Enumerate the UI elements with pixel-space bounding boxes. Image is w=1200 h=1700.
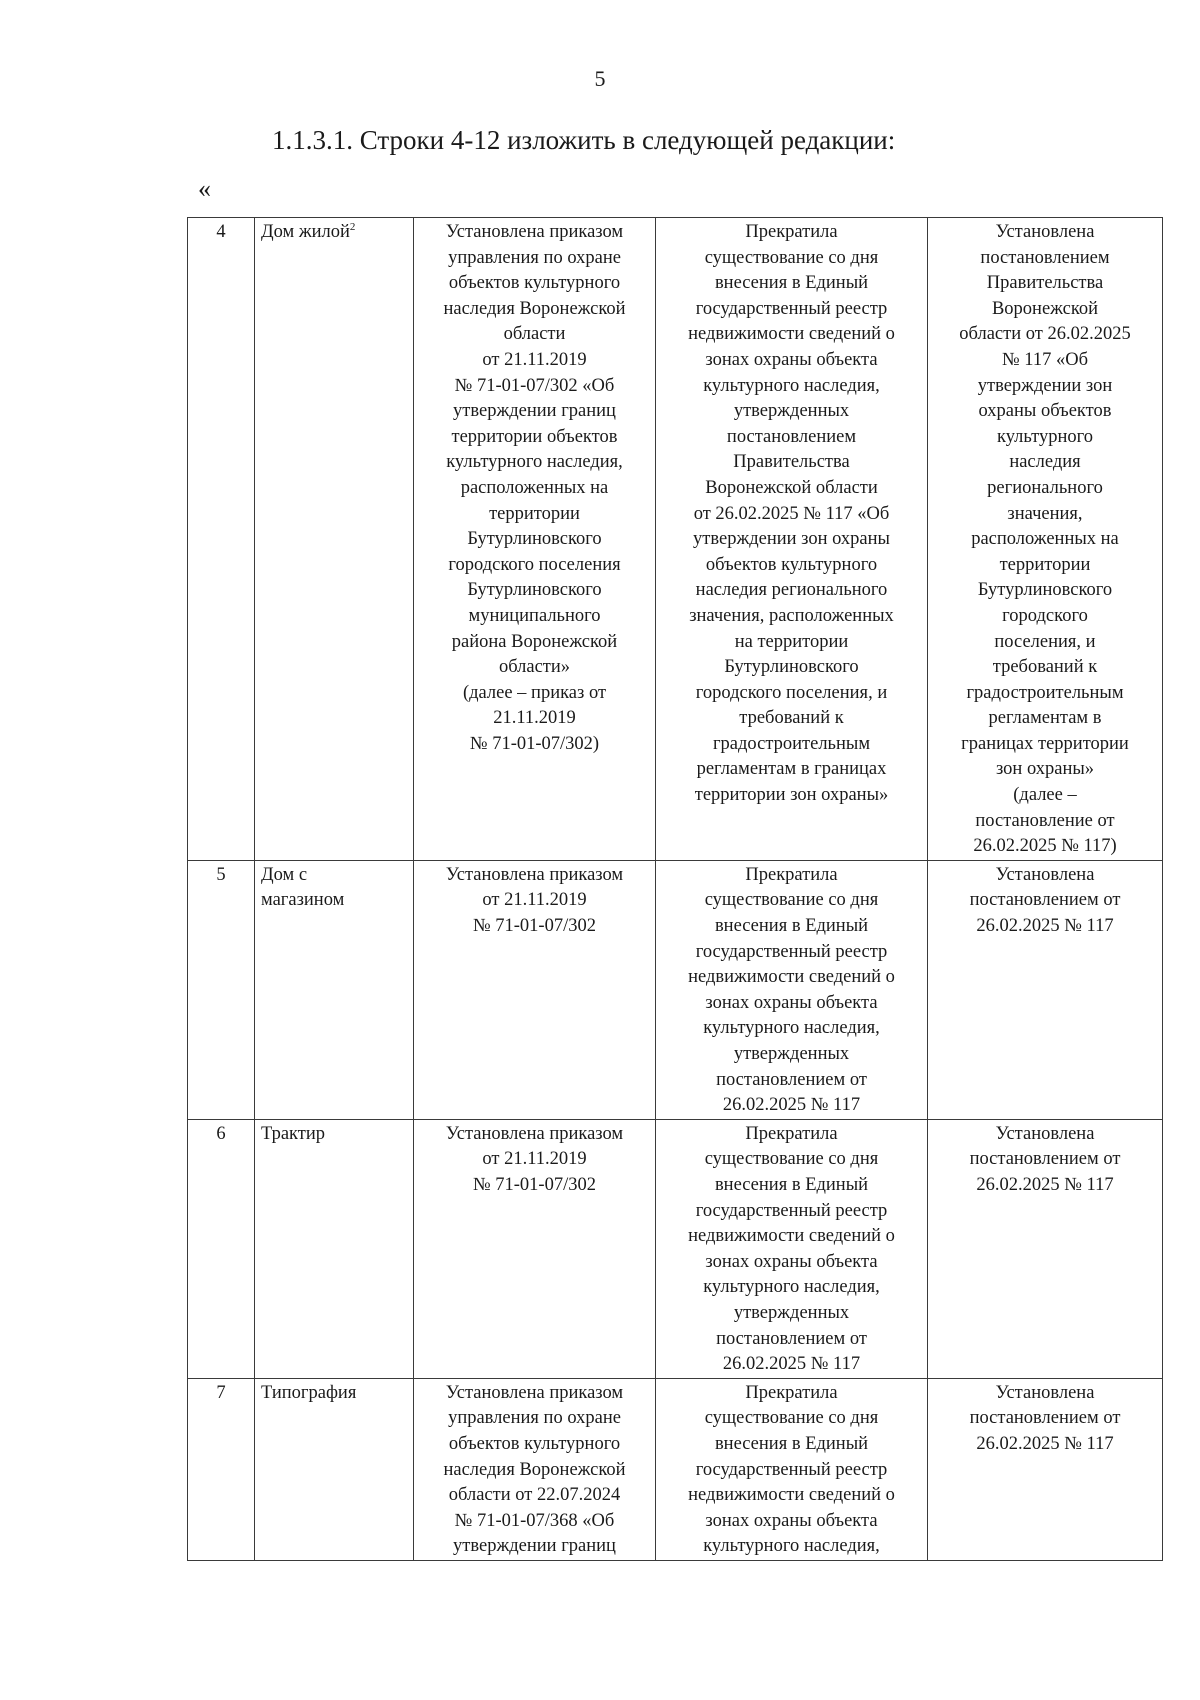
cell-text-line: Прекратила	[745, 864, 838, 885]
cell-text-line: зонах охраны объекта	[705, 1510, 878, 1531]
cell-text-line: недвижимости сведений о	[688, 324, 895, 345]
cell-text-line: Дом с	[261, 864, 308, 885]
cell-text-line: городского поселения	[448, 554, 621, 575]
cell-text-line: управления по охране	[448, 1408, 621, 1429]
cell-text-line: Установлена	[995, 1123, 1095, 1144]
cell-text-line: утверждении зон	[977, 375, 1113, 396]
cell-text-line: границах территории	[961, 733, 1129, 754]
cell-text-line: 26.02.2025 № 117	[722, 1095, 861, 1116]
cell-text-line: объектов культурного	[448, 273, 621, 294]
cell-text-line: управления по охране	[448, 247, 621, 268]
cell-text-line: значения,	[1007, 503, 1083, 524]
cell-text-line: наследия Воронежской	[443, 298, 626, 319]
cell-text-line: № 71-01-07/368 «Об	[454, 1510, 615, 1531]
cell-text-line: недвижимости сведений о	[688, 1226, 895, 1247]
cell-text-line: утвержденных	[733, 401, 850, 422]
cell-text-line: государственный реестр	[695, 298, 888, 319]
cell-text-line: расположенных на	[460, 477, 609, 498]
object-name-cell: Типография	[255, 1378, 414, 1560]
cell-text-line: Бутурлиновского	[977, 580, 1113, 601]
cell-text-line: утверждении границ	[453, 1536, 616, 1557]
table-row-6	[188, 1119, 1163, 1378]
cell-text-line: постановлением от	[969, 890, 1121, 911]
cell-text-line: культурного наследия,	[703, 1018, 880, 1039]
cell-text-line: внесения в Единый	[714, 273, 869, 294]
cell-text-line: утвержденных	[733, 1044, 850, 1064]
col4-cell	[656, 1378, 928, 1560]
cell-text-line: Правительства	[733, 452, 850, 473]
cell-text-line: муниципального	[468, 605, 601, 626]
cell-text-line: государственный реестр	[695, 1200, 888, 1221]
cell-text-line: Воронежской	[991, 298, 1099, 319]
cell-text-line: Установлена	[995, 1382, 1095, 1403]
cell-text-line: области»	[498, 657, 571, 678]
cell-text-line: Прекратила	[745, 1123, 838, 1144]
cell-text-line: государственный реестр	[695, 1459, 888, 1480]
cell-text-line: Установлена приказом	[445, 222, 624, 242]
col3-cell	[414, 218, 656, 861]
cell-text-line: Прекратила	[745, 222, 838, 242]
cell-text-line: существование со дня	[704, 247, 879, 268]
cell-text-line: постановлением от	[716, 1069, 867, 1090]
cell-text-line: объектов культурного	[448, 1433, 621, 1454]
amendment-table	[187, 217, 1163, 1561]
cell-text-line: городского поселения, и	[695, 682, 888, 703]
cell-text-line: Прекратила	[745, 1382, 838, 1403]
cell-text-line: 21.11.2019	[493, 708, 576, 729]
cell-text-line: регионального	[987, 477, 1103, 498]
cell-text-line: Установлена приказом	[445, 1382, 624, 1403]
cell-text-line: Установлена	[995, 222, 1095, 242]
cell-text-line: утверждении зон охраны	[693, 529, 890, 550]
cell-text-line: 26.02.2025 № 117	[976, 916, 1114, 937]
col5-cell	[928, 218, 1163, 861]
col4-cell	[656, 1119, 928, 1378]
cell-text-line: территории	[999, 554, 1091, 575]
cell-text-line: поселения, и	[994, 631, 1096, 652]
cell-text-line: 26.02.2025 № 117	[722, 1354, 861, 1375]
cell-text-line: от 21.11.2019	[482, 890, 587, 911]
row-number-cell: 5	[188, 860, 255, 1119]
cell-text-line: Правительства	[986, 273, 1104, 294]
cell-text-line: наследия Воронежской	[443, 1459, 626, 1480]
cell-text-line: Установлена	[995, 864, 1095, 885]
cell-text-line: градостроительным	[966, 682, 1124, 703]
cell-text-line: внесения в Единый	[714, 916, 869, 937]
cell-text-line: требований к	[739, 708, 844, 729]
cell-text-line: градостроительным	[712, 733, 871, 754]
cell-text-line: на территории	[734, 631, 849, 652]
object-name-cell	[255, 860, 414, 1119]
cell-text-line: области от 26.02.2025	[959, 324, 1131, 345]
object-name-cell: Трактир	[255, 1119, 414, 1378]
cell-text-line: государственный реестр	[695, 941, 888, 962]
cell-text-line: постановлением от	[716, 1328, 867, 1349]
col4-cell	[656, 860, 928, 1119]
object-name-cell: Дом жилой$^2$	[255, 218, 414, 861]
cell-text-line: культурного наследия,	[703, 375, 880, 396]
cell-text-line: утверждении границ	[453, 401, 616, 422]
table-row-4	[188, 218, 1163, 861]
cell-text-line: Установлена приказом	[445, 864, 624, 885]
cell-text-line: Воронежской области	[705, 477, 878, 498]
row-number-cell: 4	[188, 218, 255, 861]
cell-text-line: № 71-01-07/302	[473, 1174, 596, 1195]
cell-text-line: № 71-01-07/302	[473, 916, 596, 937]
cell-text-line: магазином	[261, 890, 345, 911]
cell-text-line: объектов культурного	[705, 554, 878, 575]
cell-text-line: района Воронежской	[451, 631, 618, 652]
cell-text-line: № 117 «Об	[1002, 349, 1088, 370]
cell-text-line: недвижимости сведений о	[688, 967, 895, 988]
cell-text-line: существование со дня	[704, 1408, 879, 1429]
opening-quote-mark: «	[198, 174, 211, 203]
cell-text-line: от 21.11.2019	[482, 349, 587, 370]
cell-text-line: недвижимости сведений о	[688, 1485, 895, 1506]
cell-text-line: постановлением от	[969, 1149, 1121, 1170]
cell-text-line: расположенных на	[971, 529, 1119, 550]
cell-text-line: Бутурлиновского	[724, 657, 859, 678]
cell-text-line: постановлением	[726, 426, 857, 447]
cell-text-line: территории	[489, 503, 580, 524]
cell-text-line: области от 22.07.2024	[448, 1485, 621, 1506]
cell-text-line: 26.02.2025 № 117	[976, 1174, 1114, 1195]
col3-cell	[414, 860, 656, 1119]
cell-text-line: Бутурлиновского	[467, 580, 602, 601]
cell-text-line: Установлена приказом	[445, 1123, 624, 1144]
table-row-7	[188, 1378, 1163, 1560]
table-row-5	[188, 860, 1163, 1119]
col5-cell	[928, 1378, 1163, 1560]
cell-text-line: требований к	[992, 657, 1098, 678]
cell-text-line: охраны объектов	[978, 401, 1112, 422]
cell-text-line: культурного наследия,	[446, 452, 623, 473]
cell-text-line: регламентам в границах	[696, 759, 887, 780]
col5-cell	[928, 860, 1163, 1119]
cell-text-line: 26.02.2025 № 117	[976, 1433, 1114, 1454]
cell-text-line: внесения в Единый	[714, 1174, 869, 1195]
cell-text-line: культурного	[997, 426, 1093, 447]
cell-text-line: постановлением	[980, 247, 1110, 268]
cell-text-line: культурного наследия,	[703, 1536, 880, 1557]
row-number-cell: 6	[188, 1119, 255, 1378]
col3-cell	[414, 1119, 656, 1378]
cell-text-line: № 71-01-07/302)	[469, 733, 600, 754]
page-number: 5	[594, 66, 606, 91]
cell-text-line: постановление от	[975, 810, 1115, 831]
cell-text-line: (далее – приказ от	[462, 682, 607, 703]
cell-text-line: внесения в Единый	[714, 1433, 869, 1454]
cell-text-line: (далее –	[1013, 785, 1077, 806]
cell-text-line: от 26.02.2025 № 117 «Об	[693, 503, 890, 524]
cell-text-line: Бутурлиновского	[467, 529, 602, 550]
cell-text-line: существование со дня	[704, 890, 879, 911]
cell-text-line: утвержденных	[733, 1302, 850, 1323]
cell-text-line: зонах охраны объекта	[705, 1251, 878, 1272]
section-heading: 1.1.3.1. Строки 4-12 изложить в следующей редакции:	[272, 125, 896, 155]
cell-text-line: регламентам в	[988, 708, 1102, 729]
cell-text-line: зонах охраны объекта	[705, 992, 878, 1013]
cell-text-line: постановлением от	[969, 1408, 1121, 1429]
cell-text-line: от 21.11.2019	[482, 1149, 587, 1170]
cell-text-line: 26.02.2025 № 117)	[973, 836, 1117, 857]
cell-text-line: области	[503, 324, 566, 345]
cell-text-line: городского	[1002, 605, 1088, 626]
cell-text-line: территории объектов	[451, 426, 618, 447]
footnote-marker: 2	[349, 220, 356, 233]
col5-cell	[928, 1119, 1163, 1378]
cell-text-line: зонах охраны объекта	[705, 349, 878, 370]
cell-text-line: значения, расположенных	[689, 605, 894, 626]
cell-text-line: № 71-01-07/302 «Об	[454, 375, 615, 396]
cell-text-line: наследия регионального	[695, 580, 888, 601]
row-number-cell: 7	[188, 1378, 255, 1560]
cell-text-line: зон охраны»	[995, 759, 1095, 780]
cell-text-line: существование со дня	[704, 1149, 879, 1170]
col4-cell	[656, 218, 928, 861]
cell-text-line: культурного наследия,	[703, 1277, 880, 1298]
cell-text-line: территории зон охраны»	[694, 785, 889, 806]
col3-cell	[414, 1378, 656, 1560]
cell-text-line: наследия	[1009, 452, 1081, 473]
